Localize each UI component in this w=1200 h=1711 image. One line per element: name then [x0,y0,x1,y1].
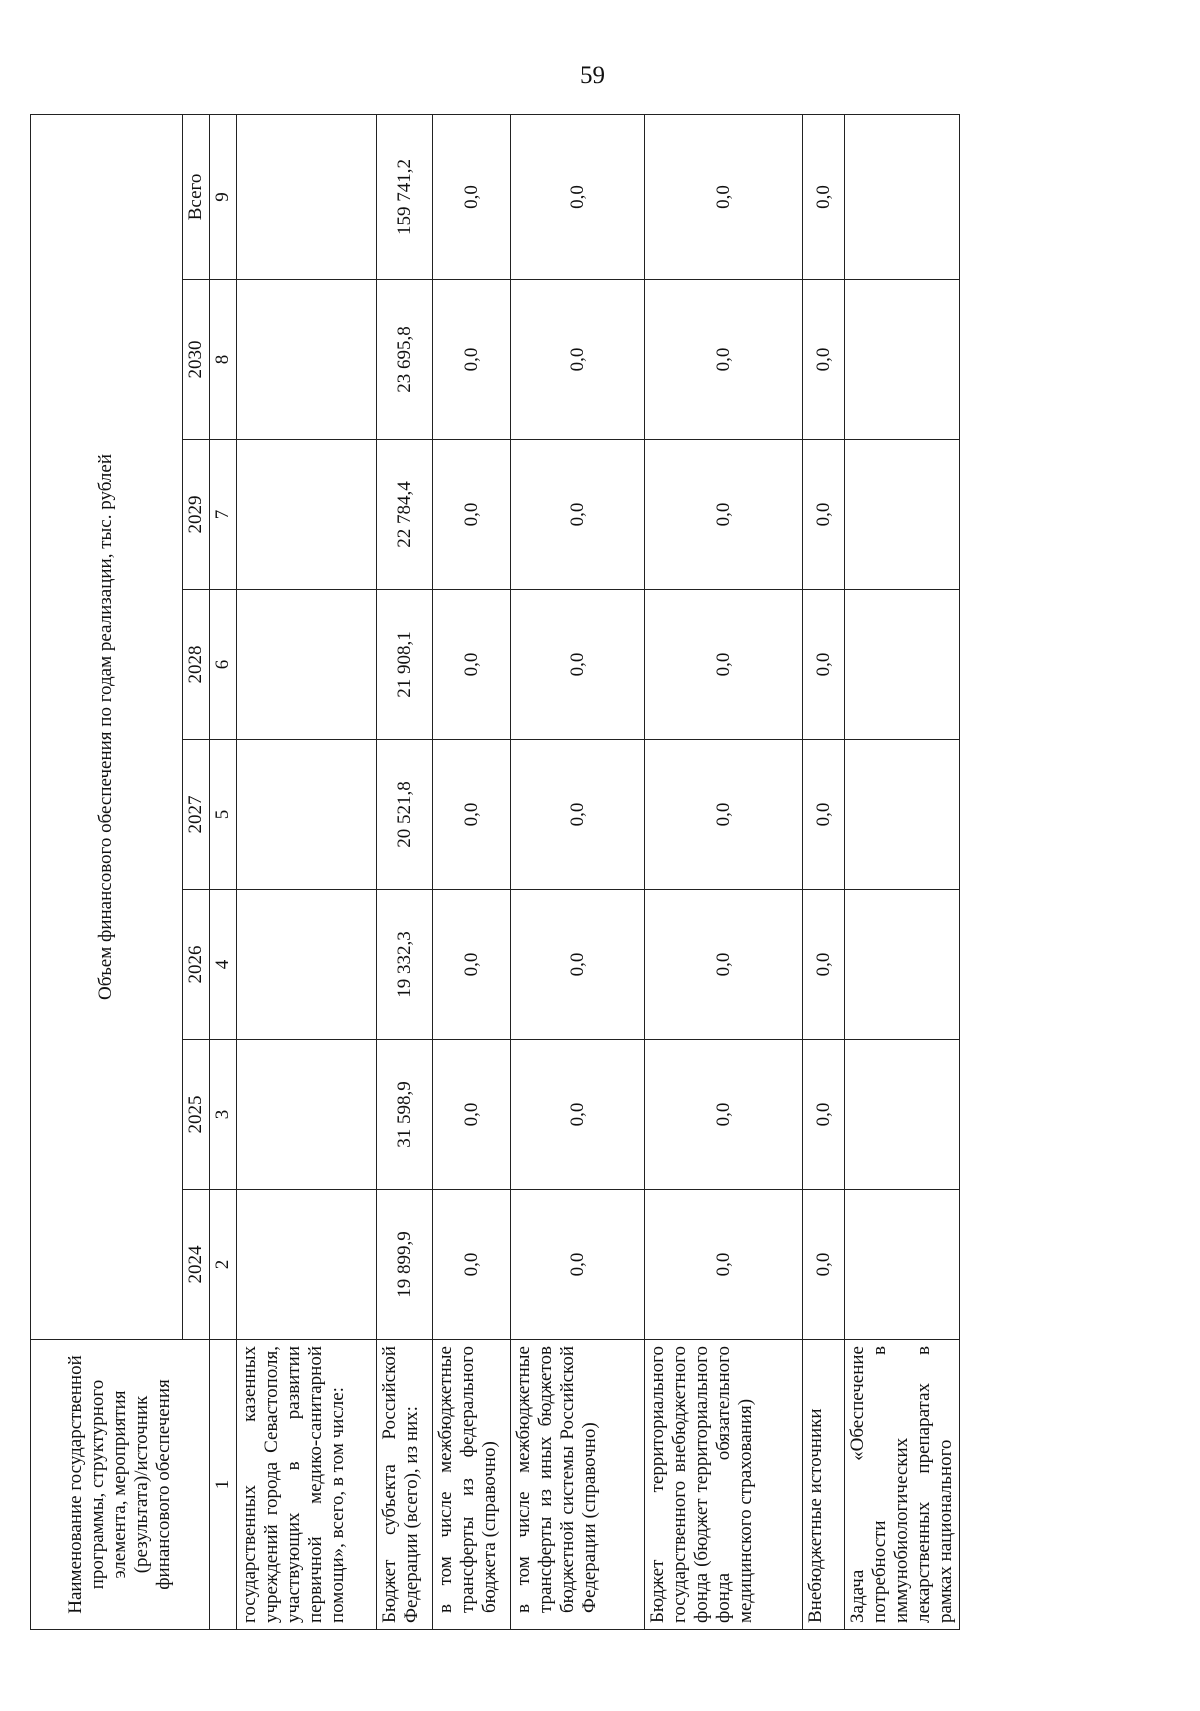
column-number: 7 [210,440,237,590]
row-value: 159 741,2 [377,114,433,279]
row-value: 0,0 [645,440,803,590]
row-value: 0,0 [803,1190,845,1340]
header-volume-title: Объем финансового обеспечения по годам реализации, тыс. рублей [31,114,183,1339]
table-row [845,114,960,1629]
header-year: 2024 [183,1190,210,1340]
row-value: 31 598,9 [377,1040,433,1190]
row-value [237,740,377,890]
row-value: 23 695,8 [377,280,433,440]
column-number-row [210,114,237,1629]
table-row [803,114,845,1629]
rotated-table-wrapper [30,115,1035,1630]
row-value [237,1040,377,1190]
column-number: 3 [210,1040,237,1190]
row-value [237,280,377,440]
row-value: 0,0 [803,114,845,279]
table-row [377,114,433,1629]
row-value [845,1040,960,1190]
row-name: Бюджет субъекта Российской Федерации (всего), из них: [377,1340,433,1630]
row-value: 0,0 [803,590,845,740]
row-value [845,1190,960,1340]
row-value: 0,0 [645,1040,803,1190]
header-year: 2029 [183,440,210,590]
header-year: 2028 [183,590,210,740]
row-value: 0,0 [645,114,803,279]
row-name: в том числе межбюджетные трансферты из иных бюджетов бюджетной системы Российской Федерации (справочно) [511,1340,645,1630]
row-value: 0,0 [433,890,511,1040]
row-value [845,890,960,1040]
header-year: 2027 [183,740,210,890]
row-value: 0,0 [803,890,845,1040]
column-number: 9 [210,114,237,279]
row-value: 19 899,9 [377,1190,433,1340]
table-row [645,114,803,1629]
row-value: 21 908,1 [377,590,433,740]
row-value: 0,0 [645,740,803,890]
row-name: Внебюджетные источники [803,1340,845,1630]
row-value: 0,0 [433,280,511,440]
row-value: 20 521,8 [377,740,433,890]
row-value: 0,0 [433,590,511,740]
header-name-column: Наименование государственной программы, структурного элемента, мероприятия (результата)/источник финансового обеспечения [31,1340,210,1630]
header-year: 2025 [183,1040,210,1190]
row-value: 0,0 [433,1040,511,1190]
row-value [845,280,960,440]
row-value: 0,0 [511,1190,645,1340]
row-value: 0,0 [803,280,845,440]
row-value: 0,0 [433,740,511,890]
header-year: 2030 [183,280,210,440]
row-value [237,890,377,1040]
column-number: 1 [210,1340,237,1630]
column-number: 4 [210,890,237,1040]
row-value: 0,0 [645,280,803,440]
row-value: 0,0 [511,440,645,590]
row-value [237,114,377,279]
row-value: 0,0 [803,440,845,590]
row-value: 0,0 [511,1040,645,1190]
page-number: 59 [580,62,605,89]
row-value: 0,0 [511,114,645,279]
row-value: 0,0 [433,440,511,590]
row-value: 0,0 [645,890,803,1040]
header-year: 2026 [183,890,210,1040]
row-value [845,114,960,279]
financing-table [30,114,960,1630]
row-value: 0,0 [645,590,803,740]
row-name: Бюджет территориального государственного внебюджетного фонда (бюджет территориального фонда обязательного медицинского страхования) [645,1340,803,1630]
table-row [511,114,645,1629]
column-number: 6 [210,590,237,740]
row-value [845,440,960,590]
row-value [845,740,960,890]
row-value: 0,0 [511,590,645,740]
row-value [237,1190,377,1340]
row-value: 0,0 [645,1190,803,1340]
row-value: 0,0 [433,1190,511,1340]
row-value: 19 332,3 [377,890,433,1040]
row-value [237,440,377,590]
row-value: 22 784,4 [377,440,433,590]
row-name: Задача «Обеспечение потребности в иммунобиологических лекарственных препаратах в рамках национального [845,1340,960,1630]
row-value: 0,0 [803,1040,845,1190]
row-value [237,590,377,740]
row-name: в том числе межбюджетные трансферты из федерального бюджета (справочно) [433,1340,511,1630]
column-number: 8 [210,280,237,440]
row-name: государственных казенных учреждений города Севастополя, участвующих в развитии первичной медико-санитарной помощи», всего, в том числе: [237,1340,377,1630]
row-value: 0,0 [433,114,511,279]
row-value: 0,0 [511,740,645,890]
table-row [237,114,377,1629]
column-number: 5 [210,740,237,890]
column-number: 2 [210,1190,237,1340]
row-value [845,590,960,740]
row-value: 0,0 [511,890,645,1040]
table-row [433,114,511,1629]
row-value: 0,0 [511,280,645,440]
header-total: Всего [183,114,210,279]
row-value: 0,0 [803,740,845,890]
